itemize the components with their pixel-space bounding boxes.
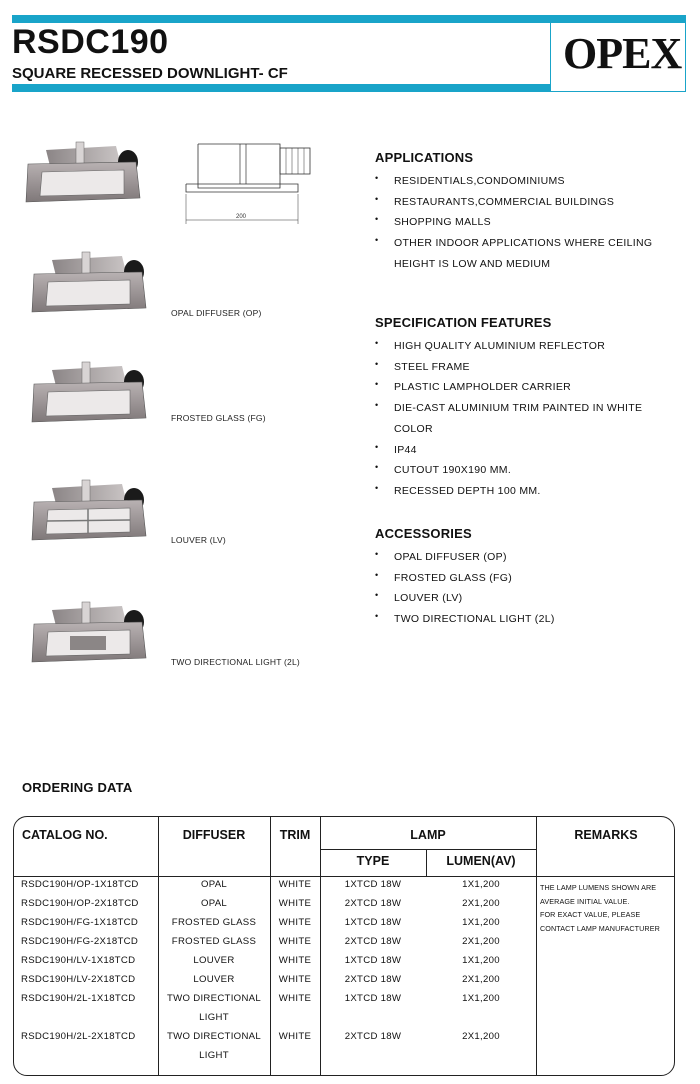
cell-diffuser: LOUVER	[193, 955, 235, 966]
remarks-line: THE LAMP LUMENS SHOWN ARE	[540, 883, 657, 892]
remarks-line: CONTACT LAMP MANUFACTURER	[540, 923, 660, 933]
variant-caption-two-directional: TWO DIRECTIONAL LIGHT (2L)	[171, 657, 300, 667]
list-item: COLOR	[394, 422, 433, 435]
header-remarks: REMARKS	[574, 828, 638, 842]
list-item: • OPAL DIFFUSER (OP)	[375, 549, 507, 563]
cell-trim: WHITE	[278, 936, 312, 947]
cell-trim: WHITE	[278, 1031, 312, 1042]
header-bottom-bar	[12, 84, 550, 92]
table-row	[14, 932, 536, 951]
product-photo-frosted	[30, 360, 148, 430]
cell-diffuser: OPAL	[200, 879, 228, 890]
cell-catalog: RSDC190H/LV-2X18TCD	[21, 974, 136, 985]
list-item: • CUTOUT 190X190 MM.	[375, 462, 512, 477]
list-item: • LOUVER (LV)	[375, 590, 463, 605]
list-item: • STEEL FRAME	[375, 358, 470, 373]
cell-catalog: RSDC190H/OP-2X18TCD	[21, 898, 139, 909]
brand-logo: OPEX	[563, 29, 682, 78]
variant-caption-louver: LOUVER (LV)	[171, 535, 226, 545]
cell-lumen: 1X1,200	[462, 917, 500, 928]
list-item: • TWO DIRECTIONAL LIGHT (2L)	[375, 611, 555, 626]
list-item: • HIGH QUALITY ALUMINIUM REFLECTOR	[375, 338, 606, 352]
applications-list	[375, 171, 690, 275]
header-trim: TRIM	[279, 828, 311, 842]
cell-lumen: 1X1,200	[462, 879, 500, 890]
cell-catalog: RSDC190H/FG-1X18TCD	[21, 917, 139, 928]
table-row	[14, 951, 536, 970]
accessories-list	[375, 547, 690, 630]
list-item: HEIGHT IS LOW AND MEDIUM	[394, 257, 551, 270]
cell-trim: WHITE	[278, 993, 312, 1004]
cell-diffuser-line2: LIGHT	[199, 1012, 229, 1023]
product-photo-opal	[30, 250, 148, 320]
cell-diffuser: OPAL	[200, 898, 228, 909]
header-catalog: CATALOG NO.	[22, 828, 108, 842]
variant-caption-opal: OPAL DIFFUSER (OP)	[171, 308, 262, 318]
table-row	[14, 989, 536, 1027]
cell-catalog: RSDC190H/FG-2X18TCD	[21, 936, 139, 947]
cell-diffuser: FROSTED GLASS	[171, 917, 257, 928]
cell-type: 1XTCD 18W	[344, 917, 402, 928]
cell-diffuser: TWO DIRECTIONAL	[166, 1031, 262, 1042]
remarks-line: FOR EXACT VALUE, PLEASE	[540, 910, 641, 919]
cell-diffuser: LOUVER	[193, 974, 235, 985]
list-item: • IP44	[375, 441, 417, 456]
cell-type: 1XTCD 18W	[344, 955, 402, 966]
product-subtitle: SQUARE RECESSED DOWNLIGHT- CF	[12, 65, 288, 82]
list-item: • RESIDENTIALS,CONDOMINIUMS	[375, 173, 565, 187]
list-item: • SHOPPING MALLS	[375, 214, 491, 229]
dimension-drawing	[180, 138, 315, 230]
cell-type: 1XTCD 18W	[344, 879, 402, 890]
ordering-data-title: ORDERING DATA	[22, 780, 133, 795]
cell-catalog: RSDC190H/OP-1X18TCD	[21, 879, 139, 890]
cell-lumen: 2X1,200	[462, 974, 500, 985]
cell-trim: WHITE	[278, 898, 312, 909]
product-photo-louver	[30, 478, 148, 548]
table-row	[14, 875, 536, 894]
cell-lumen: 2X1,200	[462, 1031, 500, 1042]
variant-caption-frosted: FROSTED GLASS (FG)	[171, 413, 266, 423]
product-code-title: RSDC190	[12, 23, 169, 61]
remarks-text	[540, 881, 670, 935]
cell-type: 2XTCD 18W	[344, 936, 402, 947]
cell-lumen: 2X1,200	[462, 936, 500, 947]
cell-type: 1XTCD 18W	[344, 993, 402, 1004]
header-lamp: LAMP	[410, 828, 446, 842]
col-divider	[536, 817, 537, 1075]
accessories-title: ACCESSORIES	[375, 526, 472, 541]
product-photo-two-directional	[30, 600, 148, 670]
table-row	[14, 913, 536, 932]
table-row	[14, 894, 536, 913]
cell-type: 2XTCD 18W	[344, 974, 402, 985]
cell-lumen: 1X1,200	[462, 993, 500, 1004]
list-item: • OTHER INDOOR APPLICATIONS WHERE CEILING	[375, 235, 653, 250]
cell-lumen: 2X1,200	[462, 898, 500, 909]
cell-catalog: RSDC190H/2L-2X18TCD	[21, 1031, 136, 1042]
header-diffuser: DIFFUSER	[182, 828, 246, 842]
list-item: • RECESSED DEPTH 100 MM.	[375, 482, 541, 497]
header-lumen: LUMEN(AV)	[446, 854, 516, 868]
list-item: • PLASTIC LAMPHOLDER CARRIER	[375, 379, 572, 394]
cell-diffuser: TWO DIRECTIONAL	[166, 993, 262, 1004]
cell-catalog: RSDC190H/2L-1X18TCD	[21, 993, 136, 1004]
cell-trim: WHITE	[278, 879, 312, 890]
table-row	[14, 1027, 536, 1065]
dimension-label: 200	[236, 214, 247, 220]
remarks-line: AVERAGE INITIAL VALUE.	[540, 896, 630, 906]
cell-type: 2XTCD 18W	[344, 1031, 402, 1042]
table-row	[14, 970, 536, 989]
cell-diffuser-line2: LIGHT	[199, 1050, 229, 1061]
list-item: • DIE-CAST ALUMINIUM TRIM PAINTED IN WHITE	[375, 400, 643, 415]
applications-title: APPLICATIONS	[375, 150, 474, 165]
header-type: TYPE	[356, 854, 390, 868]
cell-trim: WHITE	[278, 917, 312, 928]
logo-box-top-bar	[550, 15, 686, 23]
cell-trim: WHITE	[278, 974, 312, 985]
cell-catalog: RSDC190H/LV-1X18TCD	[21, 955, 136, 966]
cell-diffuser: FROSTED GLASS	[171, 936, 257, 947]
row-divider	[320, 849, 536, 850]
product-photo-main	[24, 140, 142, 210]
cell-trim: WHITE	[278, 955, 312, 966]
features-title: SPECIFICATION FEATURES	[375, 315, 552, 330]
list-item: • RESTAURANTS,COMMERCIAL BUILDINGS	[375, 193, 615, 208]
ordering-table	[13, 816, 675, 1076]
cell-lumen: 1X1,200	[462, 955, 500, 966]
cell-type: 2XTCD 18W	[344, 898, 402, 909]
list-item: • FROSTED GLASS (FG)	[375, 569, 512, 584]
features-list	[375, 336, 690, 502]
